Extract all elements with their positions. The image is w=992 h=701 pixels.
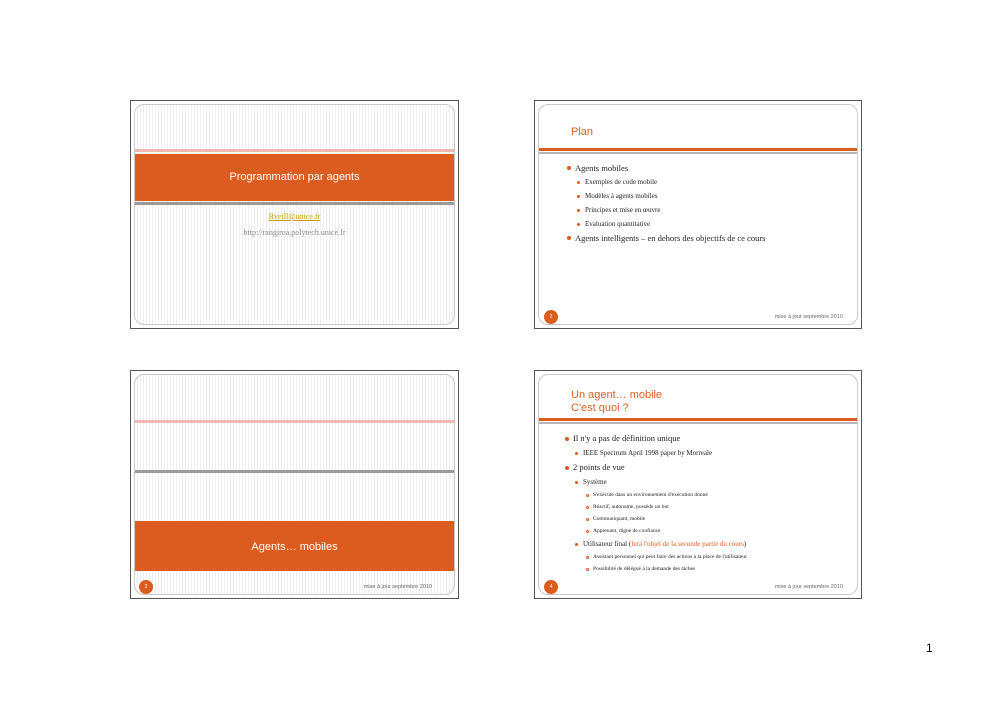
list-item: Evaluation quantitative [565, 217, 847, 231]
slide-footer: mise à jour septembre 2010 [363, 584, 432, 590]
title-rule-gray [539, 422, 857, 424]
list-item: Communiquant, mobile [563, 513, 851, 525]
website-url: http://rangiroa.polytech.unice.fr [243, 228, 346, 237]
list-item: Il n'y a pas de définition unique [563, 431, 851, 446]
slide-footer: mise à jour septembre 2010 [774, 314, 843, 320]
bullet-icon [586, 506, 589, 509]
list-item: IEEE Spectrum April 1998 paper by Morreale [563, 446, 851, 460]
bullet-list [563, 431, 851, 575]
bullet-icon [565, 437, 569, 441]
email-link[interactable]: Rveill@unice.fr [268, 212, 321, 221]
gray-line [135, 470, 454, 473]
list-item: Utilisateur final (fera l'objet de la seconde partie du cours) [563, 537, 851, 551]
slide-number: 4 [544, 580, 558, 594]
title-rule-gray [539, 152, 857, 154]
slide-title: Programmation par agents [229, 171, 360, 183]
slide-4 [534, 370, 862, 599]
top-pink-line [135, 149, 454, 152]
bullet-icon [565, 466, 569, 470]
bullet-icon [577, 181, 580, 184]
title-band [135, 154, 454, 201]
list-item: Assistant personnel qui peut faire des actions à la place de l'utilisateur [563, 551, 851, 563]
bullet-icon [577, 195, 580, 198]
slide-1-body [134, 104, 455, 325]
bullet-icon [575, 452, 578, 455]
list-item: Agents mobiles [565, 161, 847, 175]
slide-title-line1: Un agent… mobile [571, 389, 663, 401]
highlight-text: fera l'objet de la seconde partie du cours [631, 540, 744, 548]
bullet-icon [577, 209, 580, 212]
page-number: 1 [926, 641, 933, 655]
bullet-icon [575, 481, 578, 484]
list-item: Réactif, autonome, possède un but [563, 501, 851, 513]
title-band [135, 521, 454, 571]
bottom-gray-line [135, 202, 454, 205]
bullet-icon [586, 518, 589, 521]
pink-line [135, 420, 454, 423]
list-item: 2 points de vue [563, 460, 851, 475]
slide-1 [130, 100, 459, 329]
bullet-list [565, 161, 847, 245]
slide-4-body [538, 374, 858, 595]
slide-number: 2 [544, 310, 558, 324]
list-item: Système [563, 475, 851, 489]
bullet-icon [567, 166, 571, 170]
slide-title-line2: C'est quoi ? [571, 402, 629, 414]
bullet-icon [586, 556, 589, 559]
bullet-icon [577, 223, 580, 226]
list-item: Agents intelligents – en dehors des objectifs de ce cours [565, 231, 847, 245]
list-item: S'exécute dans un environnement d'exécution donné [563, 489, 851, 501]
title-rule [539, 148, 857, 151]
list-item: Exemples de code mobile [565, 175, 847, 189]
slide-2 [534, 100, 862, 329]
bullet-icon [586, 494, 589, 497]
slide-3 [130, 370, 459, 599]
slide-footer: mise à jour septembre 2010 [774, 584, 843, 590]
list-item: Modèles à agents mobiles [565, 189, 847, 203]
list-item: Apprenant, digne de confiance [563, 525, 851, 537]
slide-title: Agents… mobiles [251, 541, 338, 553]
list-item: Possibilité de délégué à la demande des tâches [563, 563, 851, 575]
bullet-icon [586, 568, 589, 571]
bullet-icon [586, 530, 589, 533]
bullet-icon [575, 543, 578, 546]
slide-title: Plan [571, 126, 594, 138]
title-rule [539, 418, 857, 421]
slide-number: 3 [139, 580, 153, 594]
list-item: Principes et mise en œuvre [565, 203, 847, 217]
slide-3-body [134, 374, 455, 595]
slide-2-body [538, 104, 858, 325]
bullet-icon [567, 236, 571, 240]
